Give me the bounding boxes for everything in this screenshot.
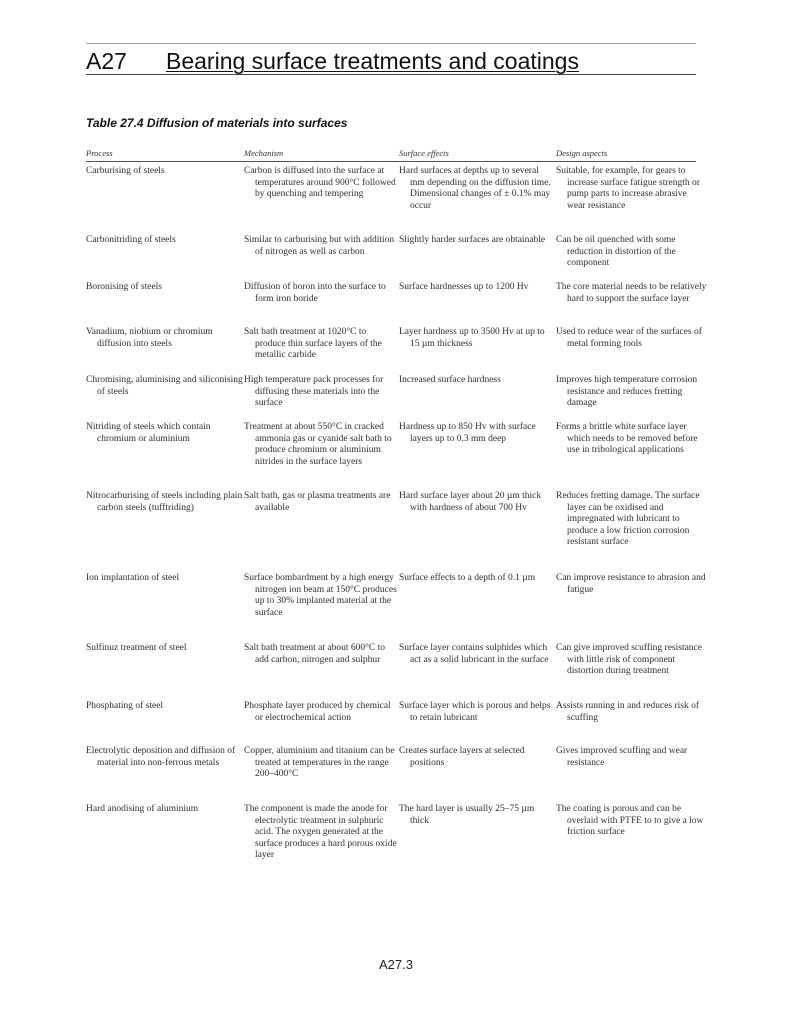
mechanism-cell: High temperature pack processes for diffusing these materials into the surface [244,375,384,408]
process-cell: Boronising of steels [86,282,162,292]
mechanism-cell: Salt bath, gas or plasma treatments are available [244,491,391,513]
surface-effects-cell: Surface hardnesses up to 1200 Hv [399,282,529,292]
column-header-surface-effects: Surface effects [399,148,449,158]
design-aspects-cell: The coating is porous and can be overlaid with PTFE to to give a low friction surface [556,804,704,837]
surface-effects-cell: Hardness up to 850 Hv with surface layers up to 0.3 mm deep [399,422,536,444]
column-header-process: Process [86,148,113,158]
design-aspects-cell: Can be oil quenched with some reduction in distortion of the component [556,235,676,268]
mechanism-cell: Salt bath treatment at 1020°C to produce thin surface layers of the metallic carbide [244,327,382,360]
table-title: Table 27.4 Diffusion of materials into surfaces [86,116,348,130]
process-cell: Nitriding of steels which contain chromium or aluminium [86,422,211,444]
table-header-row [86,148,696,162]
surface-effects-cell: Creates surface layers at selected positions [399,746,525,768]
chapter-code: A27 [86,48,127,74]
surface-effects-cell: Layer hardness up to 3500 Hv at up to 15 µm thickness [399,327,545,349]
process-cell: Nitrocarburising of steels including plain carbon steels (tufftriding) [86,491,243,513]
process-cell: Ion implantation of steel [86,573,180,583]
table-header-rule [86,161,696,162]
design-aspects-cell: Used to reduce wear of the surfaces of metal forming tools [556,327,702,349]
design-aspects-cell: Gives improved scuffing and wear resistance [556,746,688,768]
column-header-design-aspects: Design aspects [556,148,608,158]
process-cell: Hard anodising of aluminium [86,804,199,814]
design-aspects-cell: Improves high temperature corrosion resistance and reduces fretting damage [556,375,698,408]
process-cell: Vanadium, niobium or chromium diffusion into steels [86,327,213,349]
surface-effects-cell: Hard surface layer about 20 µm thick with hardness of about 700 Hv [399,491,542,513]
design-aspects-cell: The core material needs to be relatively hard to support the surface layer [556,282,707,304]
mechanism-cell: Similar to carburising but with addition of nitrogen as well as carbon [244,235,395,257]
design-aspects-cell: Reduces fretting damage. The surface layer can be oxidised and impregnated with lubricant to produce a low friction corrosion resistant surface [556,491,700,547]
process-cell: Phosphating of steel [86,701,164,711]
design-aspects-cell: Forms a brittle white surface layer which needs to be removed before use in tribological applications [556,422,698,455]
surface-effects-cell: The hard layer is usually 25–75 µm thick [399,804,535,826]
surface-effects-cell: Surface layer which is porous and helps to retain lubricant [399,701,551,723]
mechanism-cell: Copper, aluminium and titanium can be treated at temperatures in the range 200–400°C [244,746,395,779]
design-aspects-cell: Can give improved scuffing resistance with little risk of component distortion during treatment [556,643,702,676]
chapter-header [86,47,696,75]
mechanism-cell: Treatment at about 550°C in cracked ammonia gas or cyanide salt bath to produce chromium or aluminium nitrides in the surface layers [244,422,392,467]
process-cell: Chromising, aluminising and siliconising of steels [86,375,243,397]
mechanism-cell: Carbon is diffused into the surface at temperatures around 900°C followed by quenching and tempering [244,166,396,199]
design-aspects-cell: Can improve resistance to abrasion and fatigue [556,573,706,595]
chapter-title: Bearing surface treatments and coatings [166,48,579,74]
surface-effects-cell: Surface layer contains sulphides which act as a solid lubricant in the surface [399,643,549,665]
mechanism-cell: Diffusion of boron into the surface to form iron boride [244,282,386,304]
column-header-mechanism: Mechanism [244,148,284,158]
header-underline [86,74,696,75]
page-number: A27.3 [379,957,413,972]
mechanism-cell: Surface bombardment by a high energy nitrogen ion beam at 150°C produces up to 30% implanted material at the surface [244,573,397,618]
surface-effects-cell: Increased surface hardness [399,375,501,385]
process-cell: Carbonitriding of steels [86,235,176,245]
mechanism-cell: The component is made the anode for electrolytic treatment in sulphuric acid. The oxygen generated at the surface produces a hard porous oxide layer [244,804,397,860]
process-cell: Sulfinuz treatment of steel [86,643,187,653]
process-cell: Electrolytic deposition and diffusion of material into non-ferrous metals [86,746,236,768]
design-aspects-cell: Assists running in and reduces risk of scuffing [556,701,700,723]
surface-effects-cell: Hard surfaces at depths up to several mm depending on the diffusion time. Dimensional changes of ± 0.1% may occur [399,166,551,211]
mechanism-cell: Phosphate layer produced by chemical or electrochemical action [244,701,391,723]
design-aspects-cell: Suitable, for example, for gears to increase surface fatigue strength or pump parts to increase abrasive wear resistance [556,166,700,211]
process-cell: Carburising of steels [86,166,165,176]
surface-effects-cell: Surface effects to a depth of 0.1 µm [399,573,536,583]
surface-effects-cell: Slightly harder surfaces are obtainable [399,235,546,245]
mechanism-cell: Salt bath treatment at about 600°C to add carbon, nitrogen and sulphur [244,643,385,665]
top-rule [86,43,696,44]
